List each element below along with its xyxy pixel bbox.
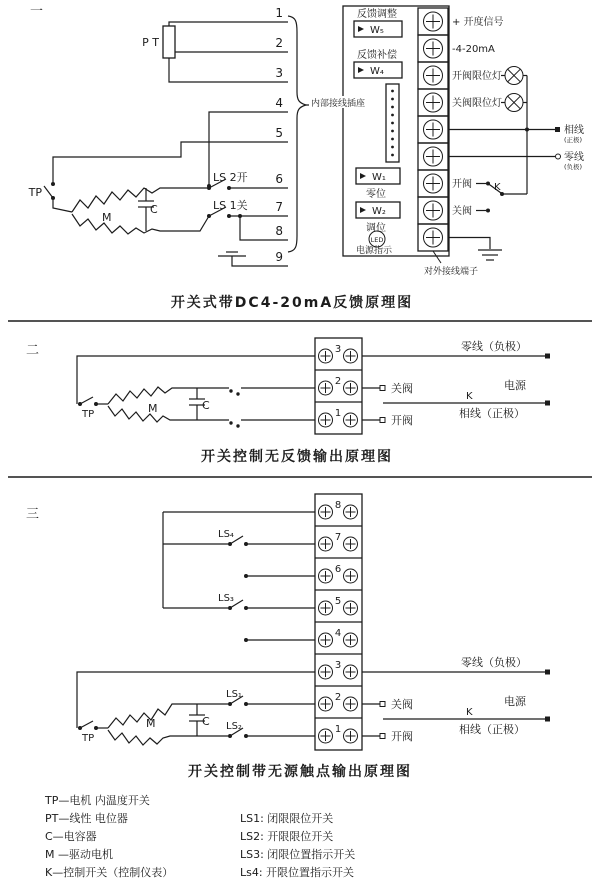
pointer-icon bbox=[358, 26, 364, 32]
screw-terminal-icon bbox=[319, 665, 333, 679]
wire-terminal-1 bbox=[169, 22, 288, 26]
k-label: K bbox=[494, 182, 501, 193]
led-label: LED bbox=[370, 236, 384, 244]
screw-terminal-icon bbox=[319, 413, 333, 427]
k-label: K bbox=[466, 391, 473, 402]
tp-label: TP bbox=[28, 186, 42, 199]
junction-dot bbox=[238, 214, 242, 218]
capacitor bbox=[189, 388, 210, 420]
legend-item: LS1: 闭限限位开关 bbox=[240, 812, 334, 825]
motor-label: M bbox=[146, 717, 156, 730]
legend-item: Ls4: 开限位置指示开关 bbox=[240, 866, 355, 879]
external-terminal-pointer-line bbox=[433, 251, 441, 263]
screw-terminal-icon bbox=[344, 349, 358, 363]
power-indicator-led bbox=[356, 231, 393, 256]
ls4-indicator-switch bbox=[163, 529, 315, 546]
ls2-label: LS 2开 bbox=[213, 171, 248, 184]
capacitor-label: C bbox=[202, 715, 210, 728]
screw-terminal-icon bbox=[319, 697, 333, 711]
terminal-number: 8 bbox=[334, 500, 342, 511]
screw-terminal-icon bbox=[344, 381, 358, 395]
terminal-number: 7 bbox=[334, 532, 342, 543]
neutral-label: 零线 bbox=[564, 152, 584, 163]
phase-line-row bbox=[448, 123, 584, 144]
phase-terminal-mark bbox=[555, 127, 560, 132]
ls3-label: LS₃ bbox=[218, 593, 234, 604]
w2-potentiometer bbox=[356, 202, 400, 234]
screw-terminal-strip bbox=[418, 8, 448, 251]
section-3-title: 开关控制带无源触点输出原理图 bbox=[188, 764, 412, 780]
screw-terminal-icon bbox=[344, 601, 358, 615]
terminal-number: 1 bbox=[275, 6, 283, 20]
screw-terminal-icon bbox=[319, 537, 333, 551]
neutral-line-row bbox=[448, 150, 584, 171]
screw-terminal-icon bbox=[319, 505, 333, 519]
screw-terminal-icon bbox=[319, 381, 333, 395]
open-valve-label: 开阀 bbox=[391, 414, 413, 427]
terminal-number: 5 bbox=[275, 126, 283, 140]
screw-terminal-icon bbox=[424, 12, 443, 31]
open-limit-lamp bbox=[501, 67, 527, 85]
w2-label: W₂ bbox=[372, 206, 386, 217]
screw-terminal-icon bbox=[319, 633, 333, 647]
pt-potentiometer bbox=[142, 26, 175, 58]
terminal-block bbox=[315, 338, 362, 434]
internal-contact-lower bbox=[229, 420, 315, 428]
tp-thermal-switch bbox=[28, 182, 55, 200]
open-valve-output bbox=[362, 729, 413, 743]
ls1-close-limit-switch bbox=[226, 689, 315, 706]
motor-label: M bbox=[148, 402, 158, 415]
motor-windings bbox=[108, 704, 228, 745]
section-2-index: 二 bbox=[26, 343, 40, 358]
pointer-icon bbox=[358, 67, 364, 73]
tp-thermal-switch bbox=[78, 721, 108, 744]
legend-item: K—控制开关（控制仪表） bbox=[45, 866, 174, 879]
legend-item: PT—线性 电位器 bbox=[45, 812, 128, 825]
t3-label: 开阀限位灯 bbox=[452, 71, 502, 82]
legend bbox=[44, 793, 355, 879]
t4-label: 关阀限位灯 bbox=[452, 98, 502, 109]
neutral-return-wire bbox=[77, 356, 315, 404]
screw-terminal-icon bbox=[344, 505, 358, 519]
power-label: 电源 bbox=[504, 695, 526, 708]
screw-terminal-icon bbox=[424, 39, 443, 58]
terminal-number: 3 bbox=[334, 344, 342, 355]
stub-terminal-6 bbox=[244, 574, 315, 578]
neutral-return-wire bbox=[77, 672, 315, 728]
screw-terminal-icon bbox=[424, 147, 443, 166]
k-label: K bbox=[466, 707, 473, 718]
capacitor bbox=[138, 188, 158, 231]
screw-terminal-icon bbox=[424, 228, 443, 247]
terminal-block bbox=[315, 494, 362, 750]
screw-terminal-icon bbox=[424, 66, 443, 85]
neutral-sub-label: (负极) bbox=[564, 163, 583, 171]
tp-label: TP bbox=[82, 733, 95, 744]
capacitor-label: C bbox=[150, 203, 158, 216]
led-caption: 电源指示 bbox=[356, 246, 393, 256]
screw-terminal-icon bbox=[344, 729, 358, 743]
terminal-number: 6 bbox=[275, 172, 283, 186]
ls3-indicator-switch bbox=[163, 593, 315, 610]
close-valve-label: 关阀 bbox=[391, 382, 413, 395]
ground-symbol-right bbox=[448, 238, 502, 261]
neutral-output-line bbox=[362, 655, 550, 675]
terminal-number: 7 bbox=[275, 200, 283, 214]
lamp-icon bbox=[505, 94, 523, 112]
ls1-label: LS₁ bbox=[226, 689, 242, 700]
legend-item: LS2: 开限限位开关 bbox=[240, 830, 334, 843]
terminal-number: 5 bbox=[334, 596, 342, 607]
pointer-icon bbox=[360, 207, 366, 213]
phase-label: 相线 bbox=[564, 125, 584, 136]
w4-potentiometer bbox=[354, 62, 402, 78]
terminal-number: 1 bbox=[334, 724, 342, 735]
legend-item: LS3: 闭限位置指示开关 bbox=[240, 848, 356, 861]
w1-potentiometer bbox=[356, 168, 400, 200]
screw-terminal-icon bbox=[344, 633, 358, 647]
screw-terminal-icon bbox=[344, 569, 358, 583]
t8-label: 关阀 bbox=[452, 206, 472, 217]
phase-label: 相线（正极） bbox=[459, 723, 525, 736]
section-3-index: 三 bbox=[26, 507, 40, 522]
neutral-label: 零线（负极） bbox=[461, 656, 527, 669]
terminal-number: 2 bbox=[275, 36, 283, 50]
tp-to-motor-wire bbox=[53, 200, 72, 212]
screw-terminal-icon bbox=[319, 729, 333, 743]
terminal-number: 8 bbox=[275, 224, 283, 238]
w5-potentiometer bbox=[354, 21, 402, 37]
screw-terminal-icon bbox=[344, 537, 358, 551]
ls2-open-limit-switch bbox=[226, 721, 315, 738]
pointer-icon bbox=[360, 173, 366, 179]
pt-label: P T bbox=[142, 36, 159, 49]
section-3-passive-contact-diagram bbox=[26, 494, 550, 780]
terminal-number: 1 bbox=[334, 408, 342, 419]
t1-label: + 开度信号 bbox=[452, 17, 504, 28]
neutral-output-line bbox=[362, 339, 550, 359]
w2-caption: 调位 bbox=[366, 223, 386, 234]
screw-terminal-icon bbox=[319, 601, 333, 615]
motor-label: M bbox=[102, 211, 112, 224]
capacitor bbox=[189, 704, 210, 736]
w4-label: W₄ bbox=[370, 66, 384, 77]
internal-socket-label: 内部接线插座 bbox=[311, 99, 366, 109]
tp-thermal-switch bbox=[78, 397, 108, 420]
legend-item: M —驱动电机 bbox=[45, 848, 113, 861]
section-1-feedback-diagram bbox=[28, 4, 584, 311]
external-terminals-label: 对外接线端子 bbox=[424, 267, 479, 277]
terminal-number: 6 bbox=[334, 564, 342, 575]
section-2-no-feedback-diagram bbox=[26, 338, 550, 465]
open-valve-output bbox=[362, 413, 413, 427]
capacitor-label: C bbox=[202, 399, 210, 412]
section-2-title: 开关控制无反馈输出原理图 bbox=[201, 449, 393, 465]
section-1-title: 开关式带DC4-20mA反馈原理图 bbox=[170, 295, 414, 311]
lamp-icon bbox=[505, 67, 523, 85]
tp-label: TP bbox=[82, 409, 95, 420]
terminal-number: 3 bbox=[275, 66, 283, 80]
close-valve-output bbox=[362, 381, 413, 395]
wire-terminal-3 bbox=[169, 58, 288, 82]
ls1-label: LS 1关 bbox=[213, 199, 248, 212]
legend-item: TP—电机 内温度开关 bbox=[45, 794, 150, 807]
ls2-label: LS₂ bbox=[226, 721, 242, 732]
neutral-label: 零线（负极） bbox=[461, 340, 527, 353]
terminal-number-column bbox=[275, 6, 283, 264]
screw-terminal-icon bbox=[344, 413, 358, 427]
t2-label: -4-20mA bbox=[452, 44, 495, 55]
terminal-number: 9 bbox=[275, 250, 283, 264]
open-valve-label: 开阀 bbox=[391, 730, 413, 743]
internal-contact-upper bbox=[229, 388, 315, 396]
screw-terminal-icon bbox=[424, 201, 443, 220]
phase-label: 相线（正极） bbox=[459, 407, 525, 420]
terminal-number: 4 bbox=[334, 628, 342, 639]
screw-terminal-icon bbox=[319, 569, 333, 583]
screw-terminal-icon bbox=[424, 174, 443, 193]
motor-windings bbox=[108, 387, 229, 422]
motor-windings bbox=[72, 188, 209, 234]
ls4-label: LS₄ bbox=[218, 529, 234, 540]
terminal-number: 3 bbox=[334, 660, 342, 671]
close-valve-label: 关阀 bbox=[391, 698, 413, 711]
cable-brace bbox=[288, 16, 306, 252]
internal-socket-strip bbox=[386, 84, 399, 162]
screw-terminal-icon bbox=[319, 349, 333, 363]
screw-terminal-icon bbox=[344, 665, 358, 679]
terminal-number: 4 bbox=[275, 96, 283, 110]
screw-terminal-icon bbox=[424, 120, 443, 139]
close-valve-output bbox=[362, 697, 413, 711]
power-label: 电源 bbox=[504, 379, 526, 392]
t7-label: 开阀 bbox=[452, 179, 472, 190]
screw-terminal-icon bbox=[424, 93, 443, 112]
w5-label: W₅ bbox=[370, 25, 384, 36]
screw-terminal-icon bbox=[344, 697, 358, 711]
section-1-index: 一 bbox=[30, 4, 44, 19]
phase-sub-label: (正极) bbox=[564, 136, 583, 144]
neutral-terminal-mark bbox=[556, 154, 561, 159]
close-limit-lamp bbox=[501, 94, 527, 112]
wire-terminal-5 bbox=[53, 142, 288, 182]
terminal-number: 2 bbox=[334, 376, 342, 387]
terminal-number: 2 bbox=[334, 692, 342, 703]
stub-terminal-4 bbox=[244, 638, 315, 642]
w1-caption: 零位 bbox=[366, 189, 386, 200]
feedback-comp-label: 反馈补偿 bbox=[357, 50, 397, 61]
w1-label: W₁ bbox=[372, 172, 386, 183]
legend-item: C—电容器 bbox=[45, 830, 97, 843]
feedback-adjust-label: 反馈调整 bbox=[357, 9, 397, 20]
k-control-switch bbox=[476, 182, 527, 213]
